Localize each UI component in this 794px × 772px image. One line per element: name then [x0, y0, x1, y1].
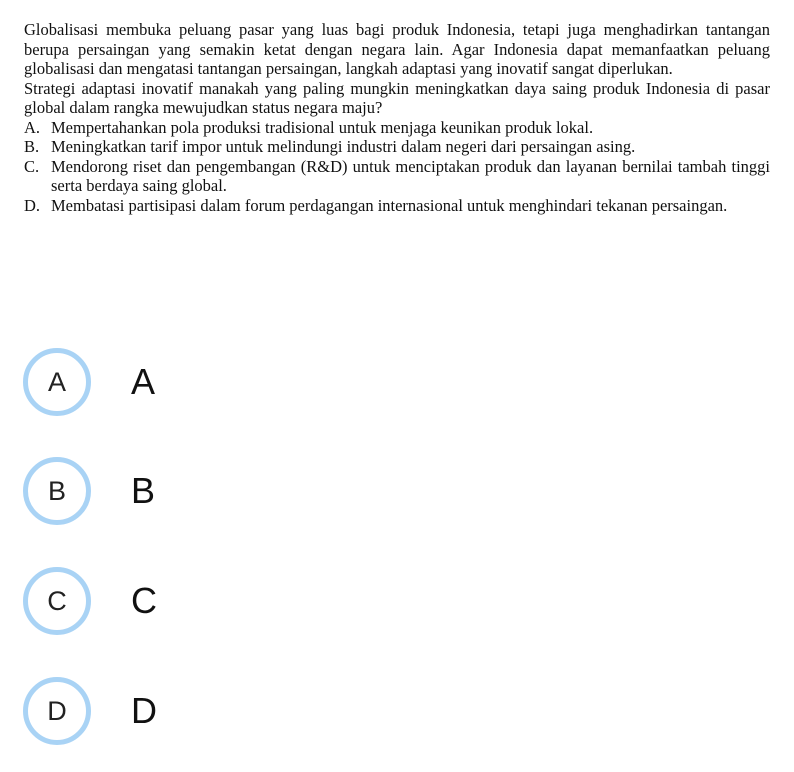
option-text: Membatasi partisipasi dalam forum perdagangan internasional untuk menghindari tekanan persaingan. — [51, 195, 728, 215]
choice-circle-b[interactable]: B — [23, 457, 91, 525]
question-prompt: Strategi adaptasi inovatif manakah yang paling mungkin meningkatkan daya saing produk Indonesia di pasar global dalam rangka mewujudkan status negara maju? — [24, 78, 770, 117]
choice-label-b[interactable]: B — [131, 470, 156, 511]
option-text: Mempertahankan pola produksi tradisional untuk menjaga keunikan produk lokal. — [51, 117, 594, 137]
option-list — [24, 118, 770, 216]
choice-circle-c[interactable]: C — [23, 567, 91, 635]
option-letter: A. — [24, 117, 41, 137]
choice-circle-a[interactable]: A — [23, 348, 91, 416]
option-letter: C. — [24, 156, 40, 176]
option-letter: B. — [24, 137, 40, 156]
answer-choice-b[interactable] — [23, 452, 323, 530]
option-letter: D. — [24, 195, 41, 215]
choice-label-d[interactable]: D — [131, 690, 157, 731]
option-text: Mendorong riset dan pengembangan (R&D) untuk menciptakan produk dan layanan bernilai tambah tinggi serta berdaya saing global. — [51, 156, 770, 195]
choice-circle-d[interactable]: D — [23, 677, 91, 745]
choice-label-c[interactable]: C — [131, 580, 157, 621]
option-item-a — [24, 118, 770, 138]
option-item-d — [24, 196, 770, 216]
option-item-b — [24, 137, 770, 157]
answer-choice-d[interactable] — [23, 672, 323, 750]
option-text: Meningkatkan tarif impor untuk melindungi industri dalam negeri dari persaingan asing. — [51, 137, 636, 156]
choice-label-a[interactable]: A — [131, 361, 156, 402]
question-block — [24, 20, 770, 215]
answer-choice-a[interactable] — [23, 343, 323, 421]
option-item-c — [24, 157, 770, 196]
answer-choice-c[interactable] — [23, 562, 323, 640]
question-paragraph: Globalisasi membuka peluang pasar yang luas bagi produk Indonesia, tetapi juga menghadirkan tantangan berupa persaingan yang semakin ketat dengan negara lain. Agar Indonesia dapat memanfaatkan peluang globalisasi dan mengatasi tantangan persaingan, langkah adaptasi yang inovatif sangat diperlukan. — [24, 20, 770, 78]
